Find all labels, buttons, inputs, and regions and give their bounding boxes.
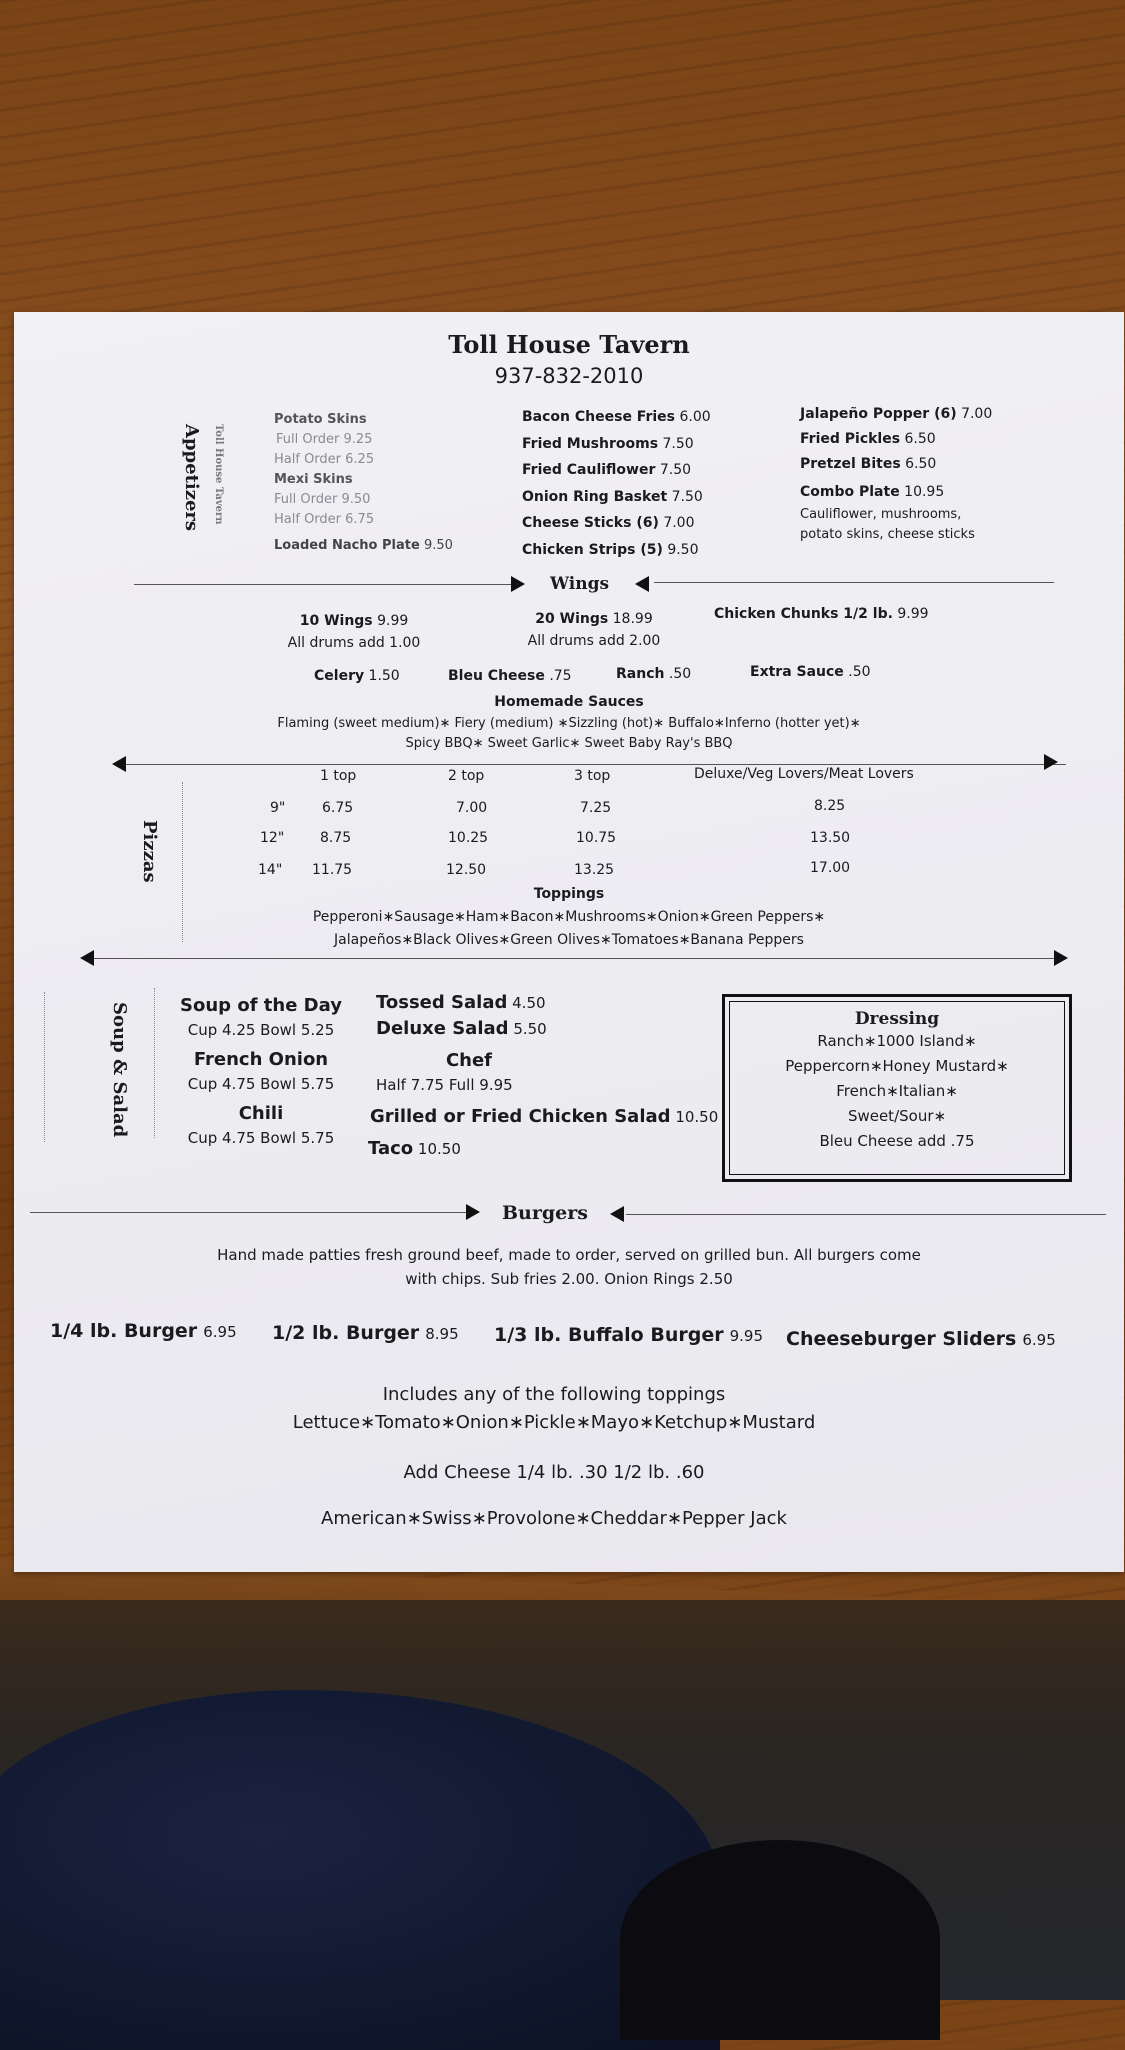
wings-divider-left	[134, 584, 514, 585]
pizza-col-2top: 2 top	[448, 768, 485, 784]
dressing-heading: Dressing	[854, 1009, 940, 1029]
burgers-divider-left	[30, 1212, 470, 1213]
menu-item: Fried Mushrooms 7.50	[522, 435, 694, 452]
wings-divider-right	[654, 582, 1054, 583]
potato-skins-half: Half Order 6.25	[274, 452, 375, 467]
menu-item: Chicken Strips (5) 9.50	[522, 541, 699, 558]
pizza-toppings-line-1: Pepperoni∗Sausage∗Ham∗Bacon∗Mushrooms∗Onion∗Green Peppers∗	[312, 909, 826, 925]
loaded-nacho-plate: Loaded Nacho Plate 9.50	[274, 538, 453, 553]
pizza-toppings-line-2: Jalapeños∗Black Olives∗Green Olives∗Tomatoes∗Banana Peppers	[334, 932, 804, 948]
chicken-salad: Grilled or Fried Chicken Salad 10.50	[370, 1106, 719, 1127]
dressing-line: French∗Italian∗	[836, 1082, 958, 1100]
arrow-right-icon	[1054, 950, 1068, 966]
arrow-left-icon	[112, 756, 126, 772]
appetizers-col-1	[274, 410, 453, 556]
bleu-cheese: Bleu Cheese .75	[448, 668, 572, 684]
deluxe-salad: Deluxe Salad 5.50	[376, 1018, 547, 1039]
burgers-desc-1: Hand made patties fresh ground beef, made to order, served on grilled bun. All burgers come	[217, 1246, 921, 1264]
burgers-heading: Burgers	[502, 1202, 588, 1224]
pretzel-bites: Pretzel Bites 6.50	[800, 456, 937, 472]
soup-dotted-rule-left	[44, 992, 45, 1142]
homemade-sauces-heading: Homemade Sauces	[494, 694, 644, 710]
pizza-price: 6.75	[322, 800, 354, 816]
arrow-left-icon	[80, 950, 94, 966]
fried-pickles: Fried Pickles 6.50	[800, 431, 936, 447]
soup-salad-label: Soup & Salad	[109, 1002, 130, 1138]
dressing-box	[722, 994, 1072, 1182]
pizza-price: 13.25	[574, 862, 615, 878]
dressing-line: Peppercorn∗Honey Mustard∗	[785, 1057, 1009, 1075]
burger-add-cheese: Add Cheese 1/4 lb. .30 1/2 lb. .60	[403, 1462, 705, 1483]
faint-tavern-label: Toll House Tavern	[213, 424, 224, 525]
pizza-col-3top: 3 top	[574, 768, 611, 784]
pizza-col-deluxe: Deluxe/Veg Lovers/Meat Lovers	[694, 766, 914, 782]
mexi-skins-full: Full Order 9.50	[274, 492, 371, 507]
pizza-divider-top	[126, 764, 1066, 765]
pizza-price: 8.75	[320, 830, 352, 846]
sauces-line-1: Flaming (sweet medium)∗ Fiery (medium) ∗Sizzling (hot)∗ Buffalo∗Inferno (hotter yet)∗	[277, 716, 861, 731]
pizzas-label: Pizzas	[139, 820, 160, 883]
pizza-price: 7.00	[456, 800, 488, 816]
pizza-price: 17.00	[810, 860, 851, 876]
shoe-shadow	[620, 1840, 940, 2040]
soup-dotted-rule-right	[154, 988, 155, 1138]
pizza-price: 7.25	[580, 800, 612, 816]
twenty-wings: 20 Wings 18.99 All drums add 2.00	[527, 611, 661, 649]
burgers-divider-right	[626, 1214, 1106, 1215]
dressing-list	[725, 1029, 1069, 1154]
pizza-price: 13.50	[810, 830, 851, 846]
chef-salad: Chef	[445, 1050, 493, 1071]
extra-sauce: Extra Sauce .50	[750, 664, 871, 680]
chef-salad-prices: Half 7.75 Full 9.95	[376, 1076, 513, 1094]
arrow-right-icon	[511, 576, 525, 592]
burger-item: Cheeseburger Sliders 6.95	[786, 1328, 1056, 1350]
burgers-desc-2: with chips. Sub fries 2.00. Onion Rings 2.50	[405, 1270, 733, 1288]
pizza-size-14: 14"	[258, 862, 283, 878]
ten-wings: 10 Wings 9.99 All drums add 1.00	[287, 613, 421, 651]
potato-skins-full: Full Order 9.25	[276, 432, 373, 447]
burger-item: 1/2 lb. Burger 8.95	[272, 1322, 459, 1344]
pizza-size-12: 12"	[260, 830, 285, 846]
pizza-col-1top: 1 top	[320, 768, 357, 784]
dressing-line: Sweet/Sour∗	[847, 1107, 947, 1125]
arrow-left-icon	[610, 1206, 624, 1222]
restaurant-name: Toll House Tavern	[448, 330, 690, 359]
burger-toppings: Lettuce∗Tomato∗Onion∗Pickle∗Mayo∗Ketchup∗Mustard	[292, 1412, 816, 1433]
dressing-line: Ranch∗1000 Island∗	[817, 1032, 977, 1050]
menu-sheet	[14, 312, 1124, 1572]
pizza-size-9: 9"	[270, 800, 286, 816]
burger-item: 1/3 lb. Buffalo Burger 9.95	[494, 1324, 764, 1346]
combo-desc-1: Cauliflower, mushrooms,	[800, 507, 962, 522]
chicken-chunks: Chicken Chunks 1/2 lb. 9.99	[714, 606, 929, 622]
pizza-divider-bottom	[94, 958, 1064, 959]
celery: Celery 1.50	[314, 668, 400, 684]
burger-includes: Includes any of the following toppings	[382, 1384, 726, 1405]
combo-desc-2: potato skins, cheese sticks	[800, 527, 975, 542]
burger-item: 1/4 lb. Burger 6.95	[50, 1320, 237, 1342]
menu-item: Bacon Cheese Fries 6.00	[522, 409, 711, 425]
pizza-price: 8.25	[814, 798, 846, 814]
soup-of-the-day: Soup of the Day	[180, 995, 342, 1016]
menu-item: Fried Cauliflower 7.50	[522, 462, 692, 478]
mexi-skins: Mexi Skins	[274, 472, 353, 487]
pizza-price: 10.25	[448, 830, 489, 846]
sauces-line-2: Spicy BBQ∗ Sweet Garlic∗ Sweet Baby Ray's BBQ	[405, 736, 733, 751]
arrow-right-icon	[466, 1204, 480, 1220]
pizza-price: 11.75	[312, 862, 353, 878]
soup-column	[166, 994, 356, 1150]
chili-prices: Cup 4.75 Bowl 5.75	[187, 1129, 335, 1147]
french-onion-prices: Cup 4.75 Bowl 5.75	[187, 1075, 335, 1093]
menu-item: Cheese Sticks (6) 7.00	[522, 515, 695, 531]
appetizers-label: Appetizers	[181, 424, 202, 532]
arrow-right-icon	[1044, 754, 1058, 770]
appetizers-col-3	[800, 402, 992, 545]
potato-skins: Potato Skins	[274, 412, 367, 427]
pizza-toppings-heading: Toppings	[533, 886, 605, 902]
pizza-price: 10.75	[576, 830, 617, 846]
chili: Chili	[238, 1103, 284, 1124]
combo-plate: Combo Plate 10.95	[800, 484, 945, 500]
mexi-skins-half: Half Order 6.75	[274, 512, 375, 527]
pizza-price: 12.50	[446, 862, 487, 878]
phone-number: 937-832-2010	[494, 364, 644, 388]
appetizers-col-2	[522, 404, 711, 563]
wings-heading: Wings	[550, 574, 610, 594]
tossed-salad: Tossed Salad 4.50	[376, 992, 546, 1013]
french-onion: French Onion	[193, 1049, 329, 1070]
dressing-line: Bleu Cheese add .75	[819, 1132, 975, 1150]
burger-cheeses: American∗Swiss∗Provolone∗Cheddar∗Pepper Jack	[321, 1508, 787, 1529]
ranch: Ranch .50	[616, 666, 692, 682]
arrow-left-icon	[635, 576, 649, 592]
menu-item: Onion Ring Basket 7.50	[522, 488, 703, 505]
jalapeno-popper: Jalapeño Popper (6) 7.00	[800, 406, 993, 422]
taco-salad: Taco 10.50	[368, 1138, 461, 1159]
soup-of-the-day-prices: Cup 4.25 Bowl 5.25	[187, 1021, 335, 1039]
